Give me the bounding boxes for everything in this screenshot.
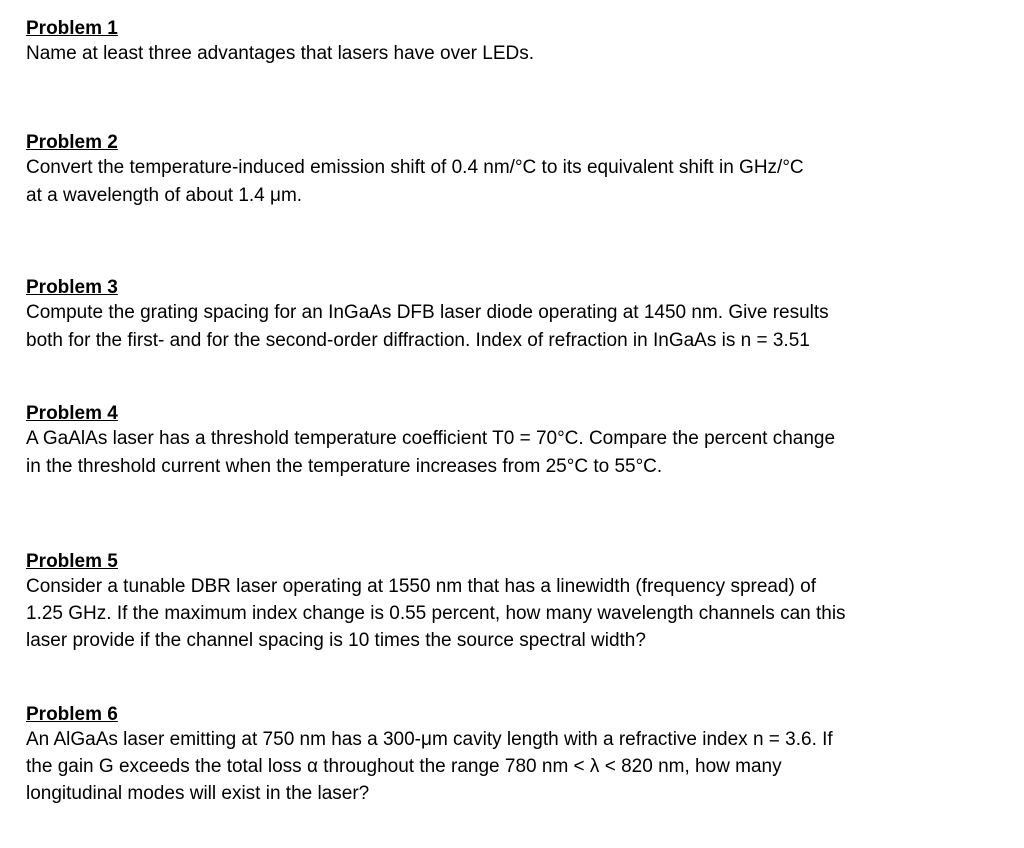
problem-2 <box>26 132 926 210</box>
problem-heading: Problem 6 <box>26 704 118 725</box>
problem-text-line: Name at least three advantages that lasers have over LEDs. <box>26 43 534 64</box>
problem-text-line: the gain G exceeds the total loss α throughout the range 780 nm < λ < 820 nm, how many <box>26 756 782 777</box>
problem-6 <box>26 704 926 807</box>
problem-text-line: in the threshold current when the temperature increases from 25°C to 55°C. <box>26 456 663 477</box>
problem-text-line: both for the first- and for the second-order diffraction. Index of refraction in InGaAs is n = 3.51 <box>26 330 810 351</box>
problem-text-line: Consider a tunable DBR laser operating at 1550 nm that has a linewidth (frequency spread) of <box>26 576 817 597</box>
problem-text-line: Convert the temperature-induced emission shift of 0.4 nm/°C to its equivalent shift in GHz/°C <box>26 157 804 178</box>
problem-1 <box>26 18 926 68</box>
problem-heading: Problem 1 <box>26 18 118 39</box>
problem-text-line: Compute the grating spacing for an InGaAs DFB laser diode operating at 1450 nm. Give results <box>26 302 829 323</box>
problem-heading: Problem 3 <box>26 277 118 298</box>
problem-heading: Problem 4 <box>26 403 118 424</box>
problem-heading: Problem 5 <box>26 551 118 572</box>
problem-text-line: A GaAlAs laser has a threshold temperature coefficient T0 = 70°C. Compare the percent change <box>26 428 836 449</box>
problem-5 <box>26 551 926 654</box>
problem-text-line: longitudinal modes will exist in the laser? <box>26 783 370 804</box>
problem-heading: Problem 2 <box>26 132 118 153</box>
problem-4 <box>26 403 926 481</box>
problem-3 <box>26 277 926 355</box>
problem-text-line: 1.25 GHz. If the maximum index change is 0.55 percent, how many wavelength channels can this <box>26 603 846 624</box>
problem-text-line: An AlGaAs laser emitting at 750 nm has a 300-μm cavity length with a refractive index n = 3.6. If <box>26 729 833 750</box>
problem-text-line: laser provide if the channel spacing is 10 times the source spectral width? <box>26 630 646 651</box>
problem-text-line: at a wavelength of about 1.4 μm. <box>26 185 303 206</box>
